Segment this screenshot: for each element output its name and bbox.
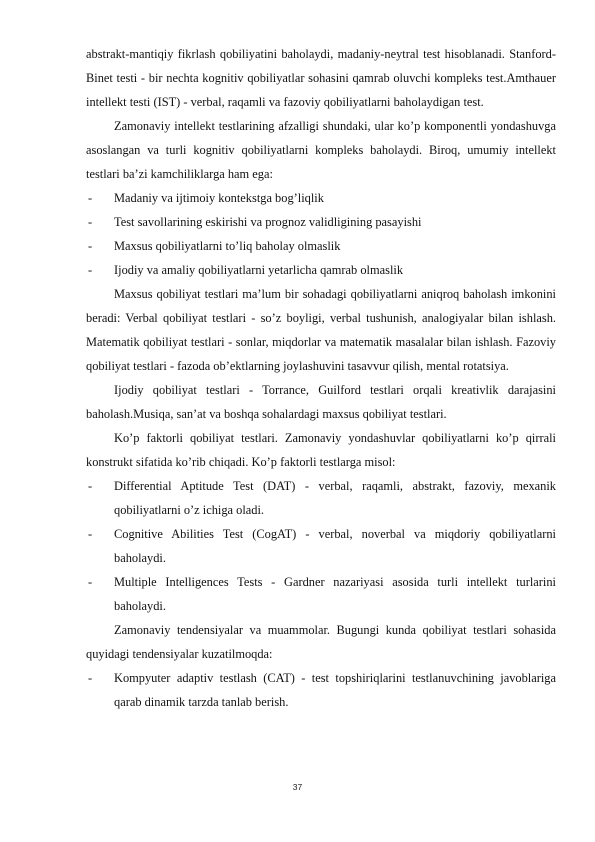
list-item: - Ijodiy va amaliy qobiliyatlarni yetarlicha qamrab olmaslik	[86, 258, 556, 282]
bullet-marker: -	[88, 215, 93, 229]
paragraph: Maxsus qobiliyat testlari ma’lum bir sohadagi qobiliyatlarni aniqroq baholash imkonini beradi: Verbal qobiliyat testlari - so’z boyligi, verbal tushunish, analogiyalar bilan ishlash. Matematik qobiliyat testlari - sonlar, miqdorlar va matematik masalalar bilan ishlash. Fazoviy qobiliyat testlari - fazoda ob’ektlarning joylashuvini tasavvur qilish, mental rotatsiya.	[86, 287, 556, 373]
bullet-list	[86, 186, 556, 282]
list-item: - Kompyuter adaptiv testlash (CAT) - test topshiriqlarini testlanuvchining javoblariga qarab dinamik tarzda tanlab berish.	[86, 666, 556, 714]
paragraph: Ijodiy qobiliyat testlari - Torrance, Guilford testlari orqali kreativlik darajasini baholash.Musiqa, san’at va boshqa sohalardagi maxsus qobiliyat testlari.	[86, 383, 556, 421]
paragraph: Zamonaviy intellekt testlarining afzalligi shundaki, ular ko’p komponentli yondashuvga asoslangan va turli kognitiv qobiliyatlarni kompleks baholaydi. Biroq, umumiy intellekt testlari ba’zi kamchiliklarga ham ega:	[86, 119, 556, 181]
bullet-list	[86, 474, 556, 618]
list-item: - Maxsus qobiliyatlarni to’liq baholay olmaslik	[86, 234, 556, 258]
list-item: - Cognitive Abilities Test (CogAT) - verbal, noverbal va miqdoriy qobiliyatlarni baholaydi.	[86, 522, 556, 570]
list-item: - Differential Aptitude Test (DAT) - verbal, raqamli, abstrakt, fazoviy, mexanik qobiliyatlarni o’z ichiga oladi.	[86, 474, 556, 522]
bullet-marker: -	[88, 239, 93, 253]
list-item: - Test savollarining eskirishi va prognoz validligining pasayishi	[86, 210, 556, 234]
bullet-marker: -	[88, 191, 93, 205]
document-page	[86, 42, 556, 714]
bullet-marker: -	[88, 575, 93, 589]
list-item: - Madaniy va ijtimoiy kontekstga bog’liqlik	[86, 186, 556, 210]
bullet-marker: -	[88, 671, 93, 685]
paragraph: Zamonaviy tendensiyalar va muammolar. Bugungi kunda qobiliyat testlari sohasida quyidagi tendensiyalar kuzatilmoqda:	[86, 623, 556, 661]
bullet-marker: -	[88, 479, 93, 493]
list-item: - Multiple Intelligences Tests - Gardner nazariyasi asosida turli intellekt turlarini baholaydi.	[86, 570, 556, 618]
paragraph: abstrakt-mantiqiy fikrlash qobiliyatini baholaydi, madaniy-neytral test hisoblanadi. Stanford-Binet testi - bir nechta kognitiv qobiliyatlar sohasini qamrab oluvchi kompleks test.Amthauer intellekt testi (IST) - verbal, raqamli va fazoviy qobiliyatlarni baholaydigan test.	[86, 47, 556, 109]
paragraph: Ko’p faktorli qobiliyat testlari. Zamonaviy yondashuvlar qobiliyatlarni ko’p qirrali konstrukt sifatida ko’rib chiqadi. Ko’p faktorli testlarga misol:	[86, 431, 556, 469]
bullet-list	[86, 666, 556, 714]
bullet-marker: -	[88, 527, 93, 541]
page-number: 37	[292, 782, 303, 792]
bullet-marker: -	[88, 263, 93, 277]
